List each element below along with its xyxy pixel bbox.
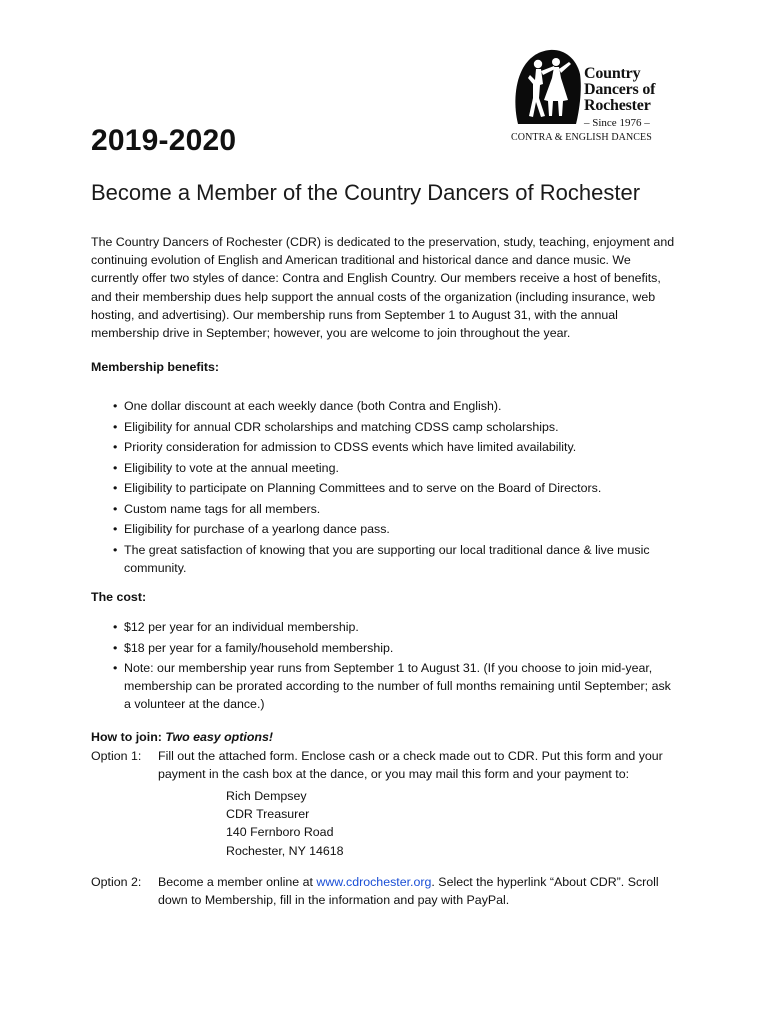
logo-line-2: Dancers of (584, 81, 656, 98)
list-item: • Custom name tags for all members. (113, 500, 683, 518)
list-item: • One dollar discount at each weekly dance (both Contra and English). (113, 397, 683, 415)
list-item: • $12 per year for an individual membership. (113, 618, 683, 636)
logo-since: – Since 1976 – (584, 117, 650, 129)
list-item: • Note: our membership year runs from September 1 to August 31. (If you choose to join mid-year, membership can be prorated according to the number of full months remaining until September; ask a volunteer at the dance.) (113, 661, 671, 712)
mailing-address (226, 787, 344, 860)
intro-paragraph: The Country Dancers of Rochester (CDR) is dedicated to the preservation, study, teaching, enjoyment and continuing evolution of English and American traditional and historical dance and dance music. We currently offer two styles of dance: Contra and English Country. Our members receive a host of benefits, and their membership dues help support the annual costs of the organization (including insurance, web hosting, and advertising). Our membership runs from September 1 to August 31, with the annual membership drive in September; however, you are welcome to join throughout the year. (91, 235, 675, 341)
logo-wordmark (584, 66, 655, 131)
benefits-list (113, 397, 683, 579)
cost-heading: The cost: (91, 590, 147, 604)
bullet-icon: • (113, 399, 118, 413)
logo-line-3: Rochester (584, 97, 651, 114)
benefits-heading: Membership benefits: (91, 360, 220, 374)
bullet-icon: • (113, 542, 118, 557)
list-item: • Priority consideration for admission to CDSS events which have limited availability. (113, 438, 683, 456)
bullet-icon: • (113, 481, 118, 495)
bullet-icon: • (113, 501, 118, 516)
how-to-join-label: How to join: (91, 730, 162, 744)
option-2-text: Become a member online at www.cdrochester.org. Select the hyperlink “About CDR”. Scroll down to Membership, fill in the information and pay with PayPal. (158, 875, 659, 908)
address-line: Rich Dempsey (226, 789, 307, 803)
page-title: Become a Member of the Country Dancers of Rochester (91, 180, 641, 205)
address-line: CDR Treasurer (226, 807, 310, 822)
list-item: • The great satisfaction of knowing that you are supporting our local traditional dance & live music community. (113, 542, 650, 575)
option-2-label: Option 2: (91, 875, 142, 889)
bullet-icon: • (113, 460, 118, 475)
bullet-icon: • (113, 440, 118, 454)
logo-tagline: CONTRA & ENGLISH DANCES (511, 132, 652, 143)
list-item: • $18 per year for a family/household membership. (113, 639, 683, 657)
cdr-logo (508, 46, 678, 150)
cost-list (113, 618, 683, 716)
cdr-website-link[interactable]: www.cdrochester.org (316, 875, 432, 889)
bullet-icon: • (113, 620, 118, 634)
list-item: • Eligibility to vote at the annual meeting. (113, 459, 683, 477)
list-item: • Eligibility for annual CDR scholarships and matching CDSS camp scholarships. (113, 418, 683, 436)
address-line: Rochester, NY 14618 (226, 843, 344, 858)
how-to-join-heading (91, 730, 273, 744)
option-1-label: Option 1: (91, 749, 142, 763)
bullet-icon: • (113, 522, 118, 536)
how-to-join-emphasis: Two easy options! (165, 730, 273, 744)
bullet-icon: • (113, 640, 118, 655)
dancing-couple-silhouette-icon (512, 48, 582, 126)
season-year: 2019-2020 (91, 124, 237, 157)
logo-line-1: Country (584, 65, 641, 82)
list-item: • Eligibility to participate on Planning Committees and to serve on the Board of Directors. (113, 479, 683, 497)
list-item: • Eligibility for purchase of a yearlong dance pass. (113, 520, 683, 538)
bullet-icon: • (113, 419, 118, 434)
option-1-text: Fill out the attached form. Enclose cash or a check made out to CDR. Put this form and your payment in the cash box at the dance, or you may mail this form and your payment to: (158, 749, 663, 782)
address-line: 140 Fernboro Road (226, 825, 334, 840)
bullet-icon: • (113, 661, 118, 675)
